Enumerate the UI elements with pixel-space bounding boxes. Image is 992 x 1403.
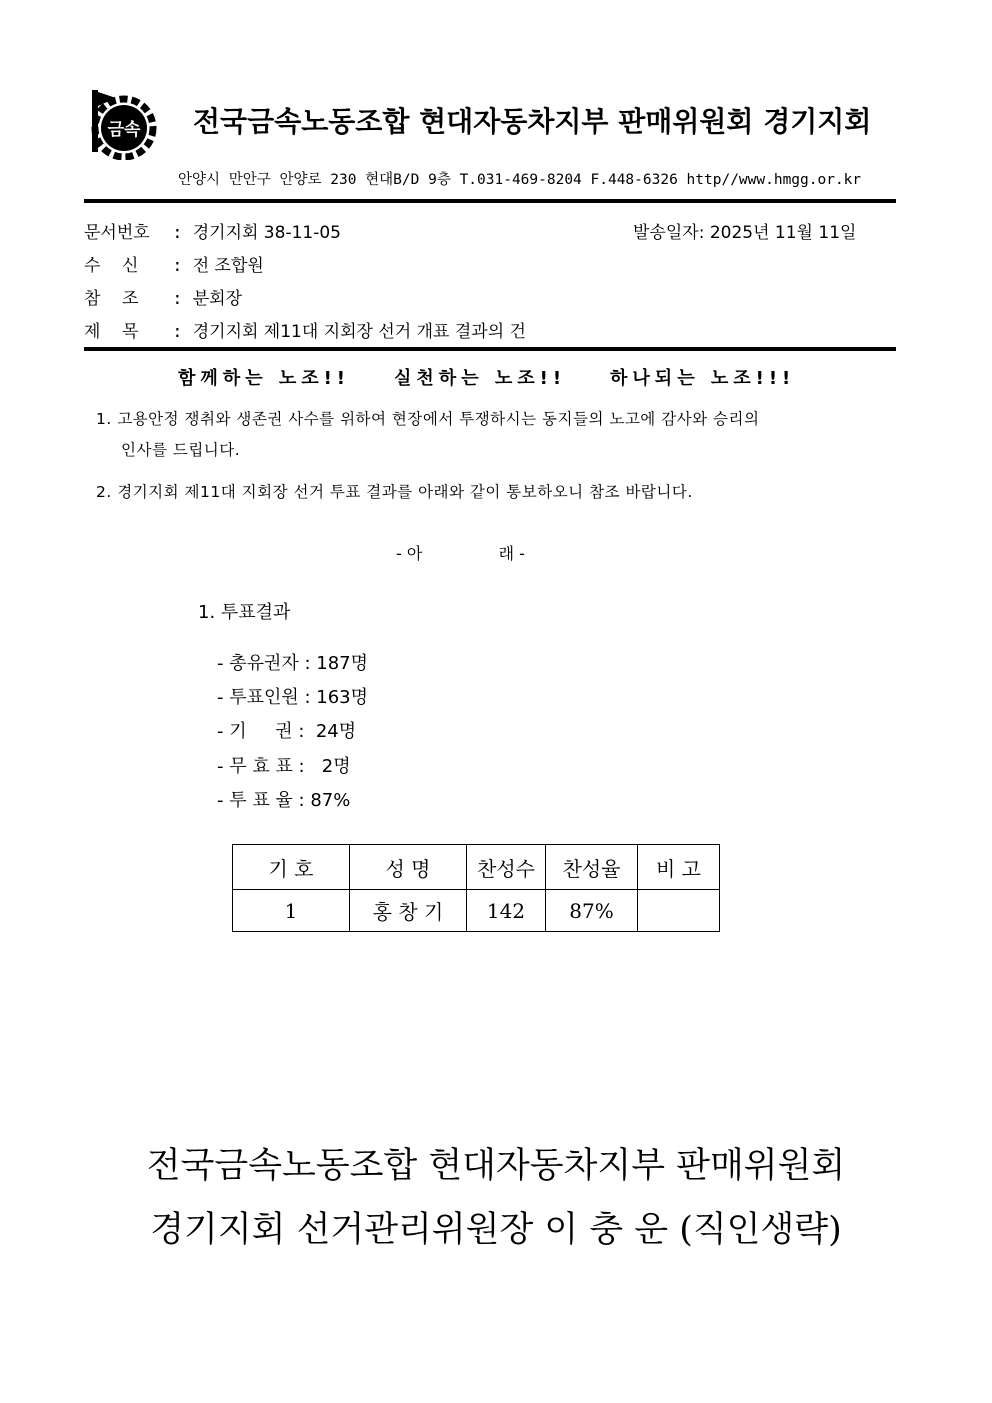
logo-text: 금속 [107, 120, 141, 140]
header-divider [84, 199, 896, 203]
section-title: 1. 투표결과 [198, 602, 291, 623]
header-number: 기 호 [233, 845, 350, 890]
slogan-2: 실천하는 노조!! [394, 368, 567, 389]
subject-value: 경기지회 제11대 지회장 선거 개표 결과의 건 [192, 322, 526, 342]
header-name: 성 명 [350, 845, 467, 890]
paragraph-1-line-2: 인사를 드립니다. [121, 441, 241, 459]
doc-number-value: 경기지회 38-11-05 [192, 223, 341, 243]
doc-number-label: 문서번호 [84, 223, 150, 243]
paragraph-1-line-1: 1. 고용안정 쟁취와 생존권 사수를 위하여 현장에서 투쟁하시는 동지들의 노고에 감사와 승리의 [96, 410, 760, 428]
cell-yes-count: 142 [467, 890, 546, 932]
stat-abstentions: - 기 권 : 24명 [217, 721, 357, 742]
reference-label: 참 조 [84, 289, 139, 309]
meta-divider [84, 347, 896, 351]
paragraph-2: 2. 경기지회 제11대 지회장 선거 투표 결과를 아래와 같이 통보하오니 참조 바랍니다. [96, 483, 693, 501]
stat-turnout: - 투 표 율 : 87% [217, 790, 351, 811]
organization-address: 안양시 만안구 안양로 230 현대B/D 9층 T.031-469-8204 F.448-6326 http//www.hmgg.or.kr [178, 172, 862, 188]
subject-row [84, 317, 526, 342]
table-header-row [233, 845, 720, 890]
send-date-label: 발송일자: [633, 223, 705, 243]
stat-invalid-votes: - 무 효 표 : 2명 [217, 756, 351, 777]
reference-value: 분회장 [192, 289, 242, 309]
stat-total-voters: - 총유권자 : 187명 [217, 653, 369, 674]
separator: : [162, 223, 193, 243]
slogan-1: 함께하는 노조!! [178, 368, 351, 389]
recipient-value: 전 조합원 [192, 256, 264, 276]
separator: : [162, 322, 193, 342]
cell-number: 1 [233, 890, 350, 932]
send-date [633, 218, 856, 243]
doc-number-row [84, 218, 341, 243]
separator: : [162, 256, 193, 276]
separator: : [162, 289, 193, 309]
result-table [232, 844, 720, 932]
slogan-3: 하나되는 노조!!! [610, 368, 796, 389]
signature-line-1: 전국금속노동조합 현대자동차지부 판매위원회 [146, 1146, 846, 1186]
cell-remarks [638, 890, 720, 932]
header-yes-count: 찬성수 [467, 845, 546, 890]
union-logo [86, 88, 158, 160]
notice-heading: - 아 래 - [396, 544, 525, 563]
organization-title: 전국금속노동조합 현대자동차지부 판매위원회 경기지회 [193, 105, 872, 138]
send-date-value: 2025년 11월 11일 [709, 223, 857, 243]
cell-yes-rate: 87% [546, 890, 638, 932]
recipient-label: 수 신 [84, 256, 139, 276]
signature-line-2: 경기지회 선거관리위원장 이 충 운 (직인생략) [150, 1210, 842, 1250]
slogan-line [178, 364, 839, 390]
recipient-row [84, 251, 264, 276]
table-row [233, 890, 720, 932]
subject-label: 제 목 [84, 322, 139, 342]
header-yes-rate: 찬성율 [546, 845, 638, 890]
cell-name: 홍 창 기 [350, 890, 467, 932]
header-remarks: 비 고 [638, 845, 720, 890]
stat-votes-cast: - 투표인원 : 163명 [217, 687, 369, 708]
reference-row [84, 284, 242, 309]
